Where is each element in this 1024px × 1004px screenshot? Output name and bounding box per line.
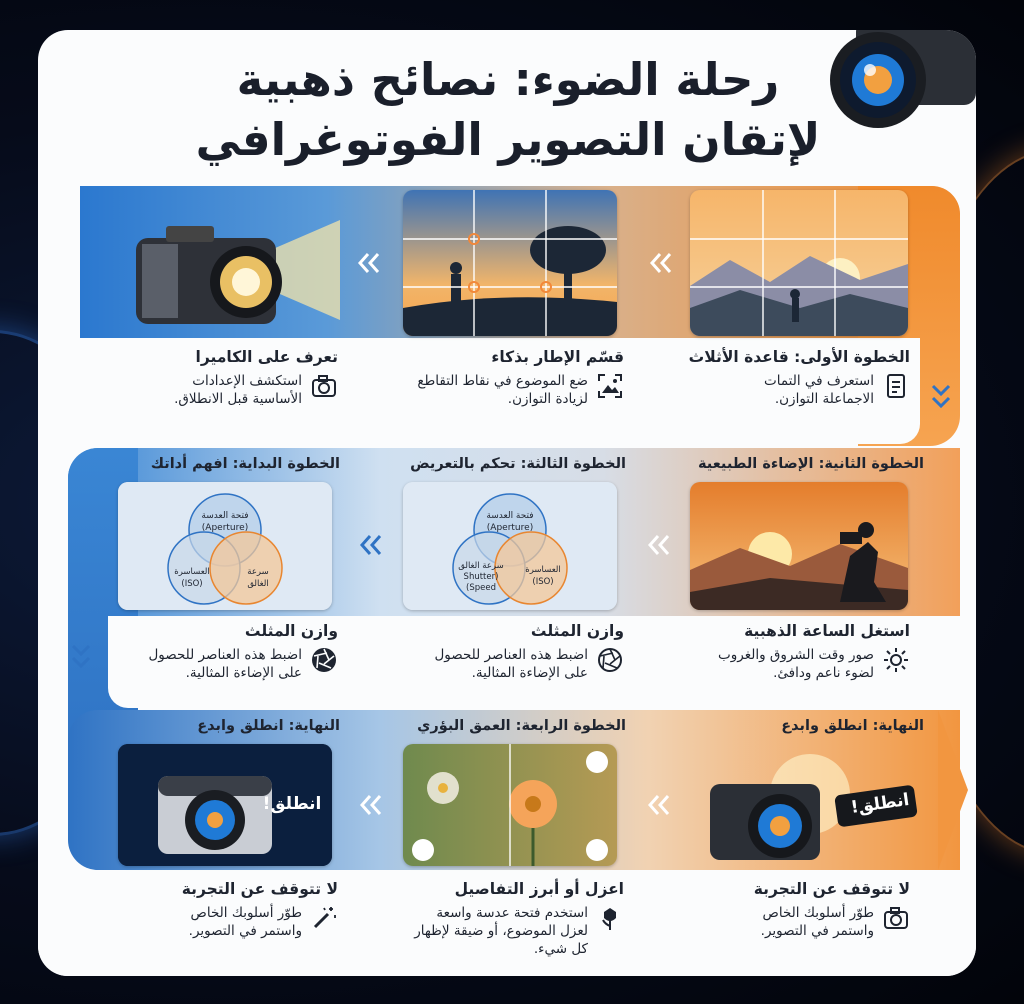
row3-block-1 (640, 880, 910, 940)
row1-block-1-desc-1: استعرف في التمات (764, 373, 874, 389)
row1-block-2-desc-2: لزيادة التوازن. (507, 391, 588, 407)
venn2-top-label: فتحة العدسة (201, 511, 249, 521)
row3-block-2-desc-2: لعزل الموضوع، أو ضيقة لإظهار (414, 923, 588, 939)
row1-block-2-desc-1: ضع الموضوع في نقاط التقاطع (417, 373, 588, 389)
row3-header-1: النهاية: انطلق وابدع (781, 718, 924, 734)
row3-block-1-desc-2: واستمر في التصوير. (760, 923, 874, 939)
row1-block-1-desc-2: الاجماعلة التوازن. (774, 391, 874, 407)
row2-block-2 (354, 622, 624, 682)
rule-of-thirds-silhouette-tile (403, 190, 617, 336)
row3-block-3-desc-1: طوّر أسلوبك الخاص (190, 905, 302, 921)
tulip-icon (596, 904, 624, 932)
row2-block-1-title: استغل الساعة الذهبية (744, 622, 910, 640)
row2-block-2-desc-2: على الإضاءة المثالية. (471, 665, 588, 681)
row3-block-2-desc-1: استخدم فتحة عدسة واسعة (436, 905, 588, 921)
venn2-right-label-2: الغالق (247, 579, 269, 589)
row3-header-2: الخطوة الرابعة: العمق البؤري (417, 718, 626, 734)
venn2-top-en: (Aperture) (201, 523, 249, 533)
venn1-top-label: فتحة العدسة (486, 511, 534, 521)
magic-wand-icon (310, 904, 338, 932)
row1-block-1 (640, 348, 910, 408)
sun-icon (882, 646, 910, 674)
venn2-left-label: العساسرة (174, 567, 210, 577)
venn2-left-en: (ISO) (181, 579, 203, 589)
down-chevron-left-icon (68, 640, 94, 674)
down-chevron-right-icon (928, 380, 954, 414)
row1-chevron-right-icon (646, 248, 676, 278)
row2-block-3-desc-2: على الإضاءة المثالية. (185, 665, 302, 681)
venn1-left-en1: (Shutter (463, 572, 499, 582)
row2-header-2: الخطوة الثالثة: تحكم بالتعريض (410, 456, 626, 472)
row3-block-2-title: اعزل أو أبرز التفاصيل (454, 880, 624, 898)
row1-block-3-desc-2: الأساسية قبل الانطلاق. (174, 391, 302, 407)
venn1-right-label: العساسرة (525, 565, 561, 575)
row3-block-2 (354, 880, 624, 958)
document-icon (882, 372, 910, 400)
aperture-outline-icon (596, 646, 624, 674)
infographic-card (38, 30, 976, 976)
row3-block-3-desc-2: واستمر في التصوير. (188, 923, 302, 939)
title-line-2: لإتقان التصوير الفوتوغرافي (195, 113, 821, 166)
exposure-triangle-venn-tile (403, 482, 617, 610)
row1-block-3-desc-1: استكشف الإعدادات (192, 373, 302, 389)
row2-block-1-desc-2: لضوء ناعم ودافئ. (773, 665, 874, 681)
row2-block-1 (640, 622, 910, 682)
frame-image-icon (596, 372, 624, 400)
camera-icon (882, 904, 910, 932)
venn1-right-en: (ISO) (532, 577, 554, 587)
row2-block-3-desc-1: اضبط هذه العناصر للحصول (148, 647, 302, 663)
launch-label-left: انطلق! (262, 794, 322, 814)
launch-camera-tile-left (118, 744, 332, 866)
venn2-right-label: سرعة (247, 567, 269, 577)
title-line-1: رحلة الضوء: نصائح ذهبية (236, 53, 780, 106)
row2-block-2-desc-1: اضبط هذه العناصر للحصول (434, 647, 588, 663)
row2-block-2-title: وازن المثلث (530, 622, 624, 640)
venn1-top-en: (Aperture) (486, 523, 534, 533)
exposure-triangle-venn-tile-2 (118, 482, 332, 610)
row2-block-1-desc-1: صور وقت الشروق والغروب (718, 647, 874, 663)
row3-ribbon-point (938, 710, 968, 870)
page-title (188, 50, 828, 170)
launch-label-right: انطلق! (849, 790, 911, 818)
venn1-left-label: سرعة الغالق (458, 561, 504, 571)
row3-block-3-title: لا تتوقف عن التجربة (181, 880, 338, 898)
row1-chevron-left-icon (354, 248, 384, 278)
row3-block-1-title: لا تتوقف عن التجربة (753, 880, 910, 898)
row2-block-3-title: وازن المثلث (244, 622, 338, 640)
row3-header-3: النهاية: انطلق وابدع (197, 718, 340, 734)
row1-block-3-title: تعرف على الكاميرا (195, 348, 338, 366)
row1-block-2-title: قسّم الإطار بذكاء (491, 348, 624, 366)
row2-chevron-right-icon (356, 530, 386, 560)
row1-block-2 (354, 348, 624, 408)
row3-block-2-desc-3: كل شيء. (533, 941, 588, 957)
venn1-left-en2: Speed) (466, 583, 496, 593)
corner-camera-illustration (816, 30, 976, 130)
row2-chevron-left-icon (644, 530, 674, 560)
row3-block-3 (68, 880, 338, 940)
row1-block-1-title: الخطوة الأولى: قاعدة الأثلاث (688, 348, 910, 366)
depth-of-field-flowers-tile (403, 744, 617, 866)
row2-block-3 (68, 622, 338, 682)
row2-header-3: الخطوة البداية: افهم أداتك (150, 456, 340, 472)
camera-tile (126, 190, 340, 334)
camera-icon (310, 372, 338, 400)
photographer-sunset-tile (690, 482, 908, 610)
row3-chevron-left-icon (644, 790, 674, 820)
row1-block-3 (68, 348, 338, 408)
row2-header-1: الخطوة الثانية: الإضاءة الطبيعية (698, 456, 924, 472)
mountain-sunset-grid-tile (690, 190, 908, 336)
row3-block-1-desc-1: طوّر أسلوبك الخاص (762, 905, 874, 921)
aperture-filled-icon (310, 646, 338, 674)
launch-camera-tile-right (690, 744, 930, 866)
row3-chevron-right-icon (356, 790, 386, 820)
